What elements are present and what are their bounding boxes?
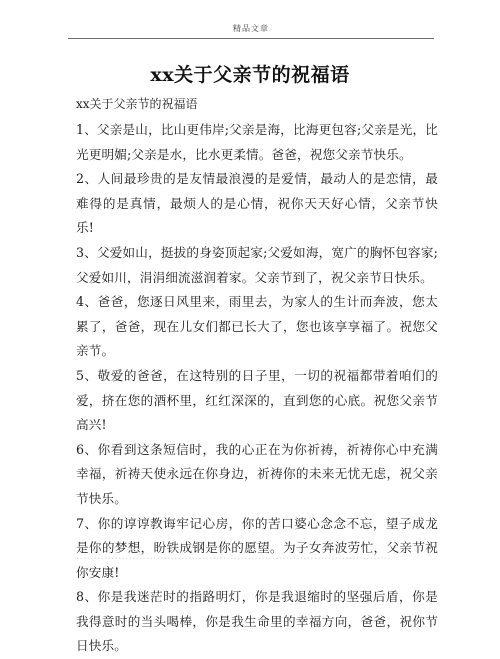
paragraph-1: 1、父亲是山，比山更伟岸;父亲是海，比海更包容;父亲是光，比光更明媚;父亲是水，比水更柔情。爸爸，祝您父亲节快乐。: [76, 122, 438, 162]
paragraph-8: 8、你是我迷茫时的指路明灯，你是我退缩时的坚强后盾，你是我得意时的当头喝棒，你是我生命里的幸福方向，爸爸，祝你节日快乐。: [76, 589, 438, 654]
faded-bottom-text: ··························································································: [76, 552, 391, 565]
document-subtitle: xx关于父亲节的祝福语: [76, 97, 198, 111]
header-label: 精品文章: [233, 24, 269, 33]
paragraph-7: 7、你的谆谆教诲牢记心房，你的苦口婆心念念不忘，望子成龙是你的梦想，盼铁成钢是你的愿望。为子女奔波劳忙，父亲节祝你安康!: [76, 515, 438, 580]
document-body: [76, 118, 438, 659]
document-title: xx关于父亲节的祝福语: [150, 64, 350, 86]
paragraph-2: 2、人间最珍贵的是友情最浪漫的是爱情，最动人的是恋情，最难得的是真情，最烦人的是心情，祝你天天好心情，父亲节快乐!: [76, 171, 438, 236]
page-header: [68, 10, 434, 39]
paragraph-6: 6、你看到这条短信时，我的心正在为你祈祷，祈祷你心中充满幸福，祈祷天使永远在你身边，祈祷你的未来无忧无虑，祝父亲节快乐。: [76, 441, 438, 506]
paragraph-3: 3、父爱如山，挺拔的身姿顶起家;父爱如海，宽广的胸怀包容家;父爱如川，涓涓细流滋润着家。父亲节到了，祝父亲节日快乐。: [76, 244, 438, 285]
paragraph-4: 4、爸爸，您逐日风里来，雨里去，为家人的生计而奔波，您太累了，爸爸，现在儿女们都已长大了，您也该享享福了。祝您父亲节。: [76, 294, 438, 359]
paragraph-5: 5、敬爱的爸爸，在这特别的日子里，一切的祝福都带着咱们的爱，挤在您的酒杯里，红红深深的，直到您的心底。祝您父亲节高兴!: [76, 367, 438, 433]
